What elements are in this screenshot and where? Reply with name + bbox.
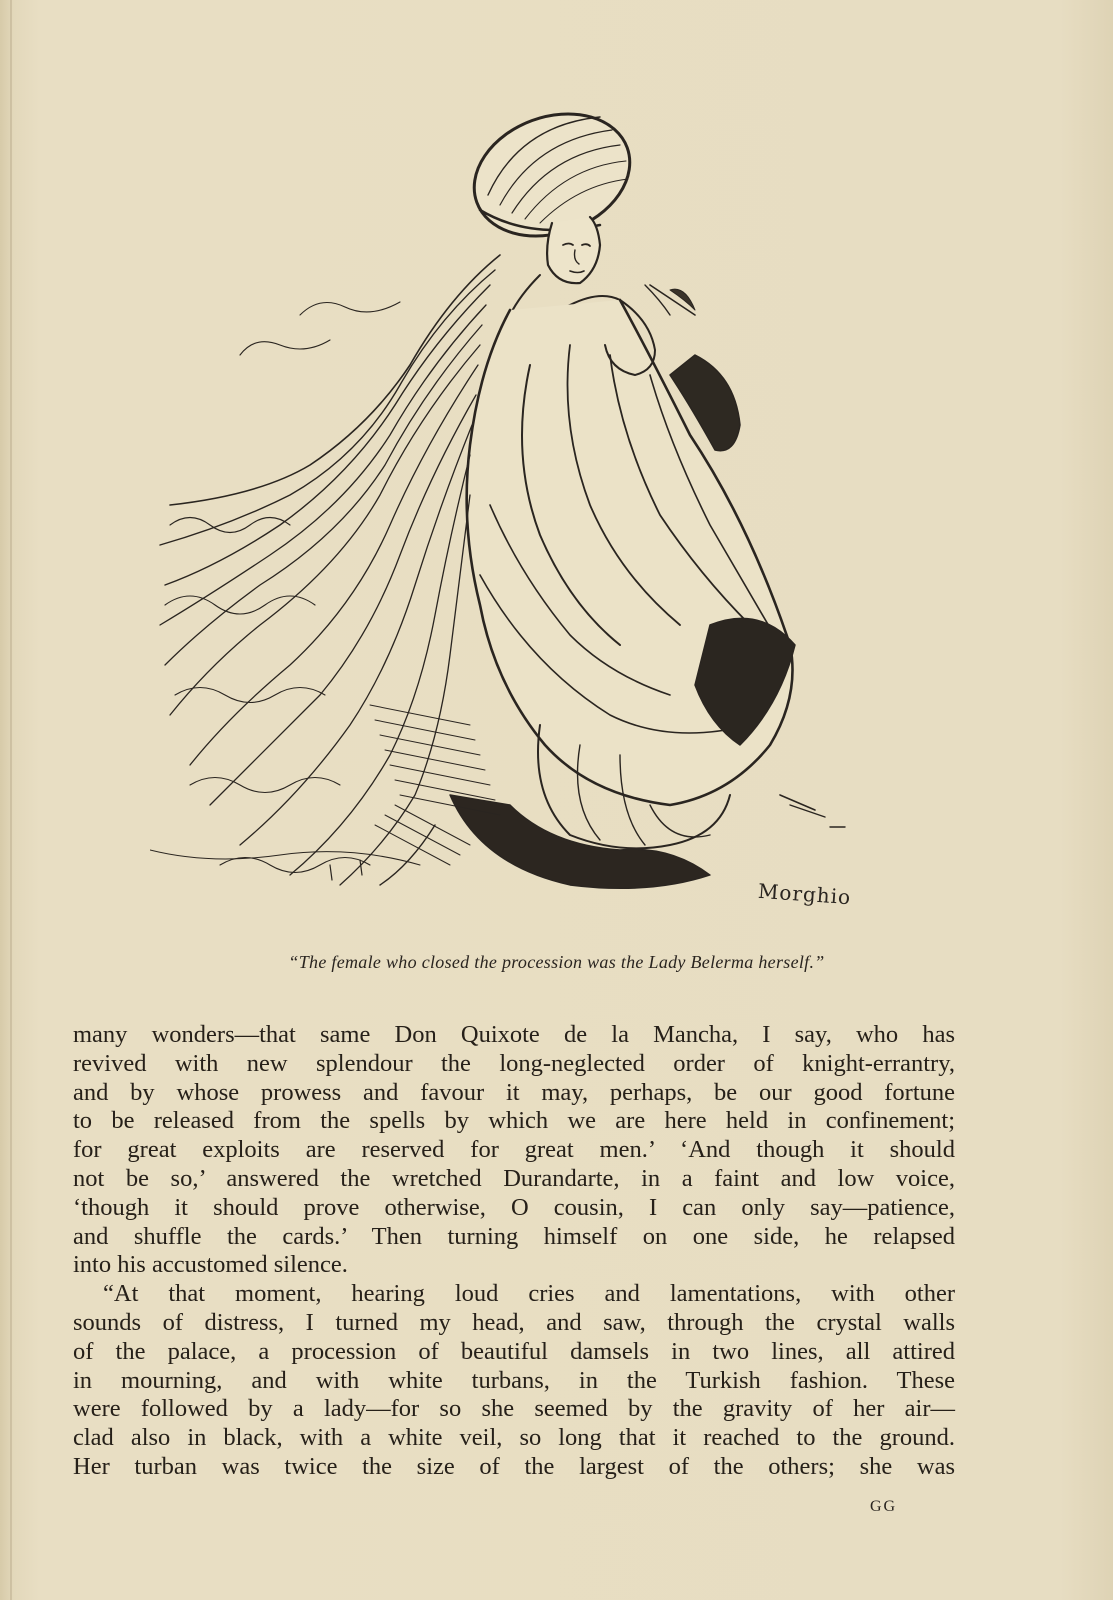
text-line: “At that moment, hearing loud cries and lamentations, with other: [103, 1280, 955, 1308]
text-line: and by whose prowess and favour it may, perhaps, be our good fortune: [73, 1078, 955, 1106]
text-line: for great exploits are reserved for great men.’ ‘And though it should: [73, 1136, 955, 1164]
body-text: [73, 1021, 955, 1482]
engraving-illustration: [150, 105, 870, 915]
text-line: of the palace, a procession of beautiful damsels in two lines, all attired: [73, 1337, 955, 1365]
artist-signature: Morghio: [757, 878, 852, 910]
text-line: in mourning, and with white turbans, in the Turkish fashion. These: [73, 1366, 955, 1394]
text-line: not be so,’ answered the wretched Durandarte, in a faint and low voice,: [73, 1164, 955, 1192]
paragraph-2: [73, 1280, 955, 1482]
text-line: sounds of distress, I turned my head, and saw, through the crystal walls: [73, 1308, 955, 1336]
text-line: Her turban was twice the size of the largest of the others; she was: [73, 1452, 955, 1480]
illustration-caption: “The female who closed the procession was the Lady Belerma herself.”: [288, 952, 825, 972]
text-line: to be released from the spells by which we are here held in confinement;: [73, 1107, 955, 1135]
text-line: were followed by a lady—for so she seemed by the gravity of her air—: [73, 1395, 955, 1423]
printer-signature-mark: GG: [870, 1498, 898, 1515]
lady-belerma-engraving: [150, 105, 870, 915]
text-line: revived with new splendour the long-neglected order of knight-errantry,: [73, 1049, 955, 1077]
page-gutter: [10, 0, 12, 1600]
text-line: ‘though it should prove otherwise, O cousin, I can only say—patience,: [73, 1193, 955, 1221]
paragraph-1: [73, 1021, 955, 1280]
text-line: and shuffle the cards.’ Then turning himself on one side, he relapsed: [73, 1222, 955, 1250]
text-line: many wonders—that same Don Quixote de la Mancha, I say, who has: [73, 1021, 955, 1048]
text-line: clad also in black, with a white veil, so long that it reached to the ground.: [73, 1424, 955, 1452]
text-line: into his accustomed silence.: [73, 1251, 348, 1279]
